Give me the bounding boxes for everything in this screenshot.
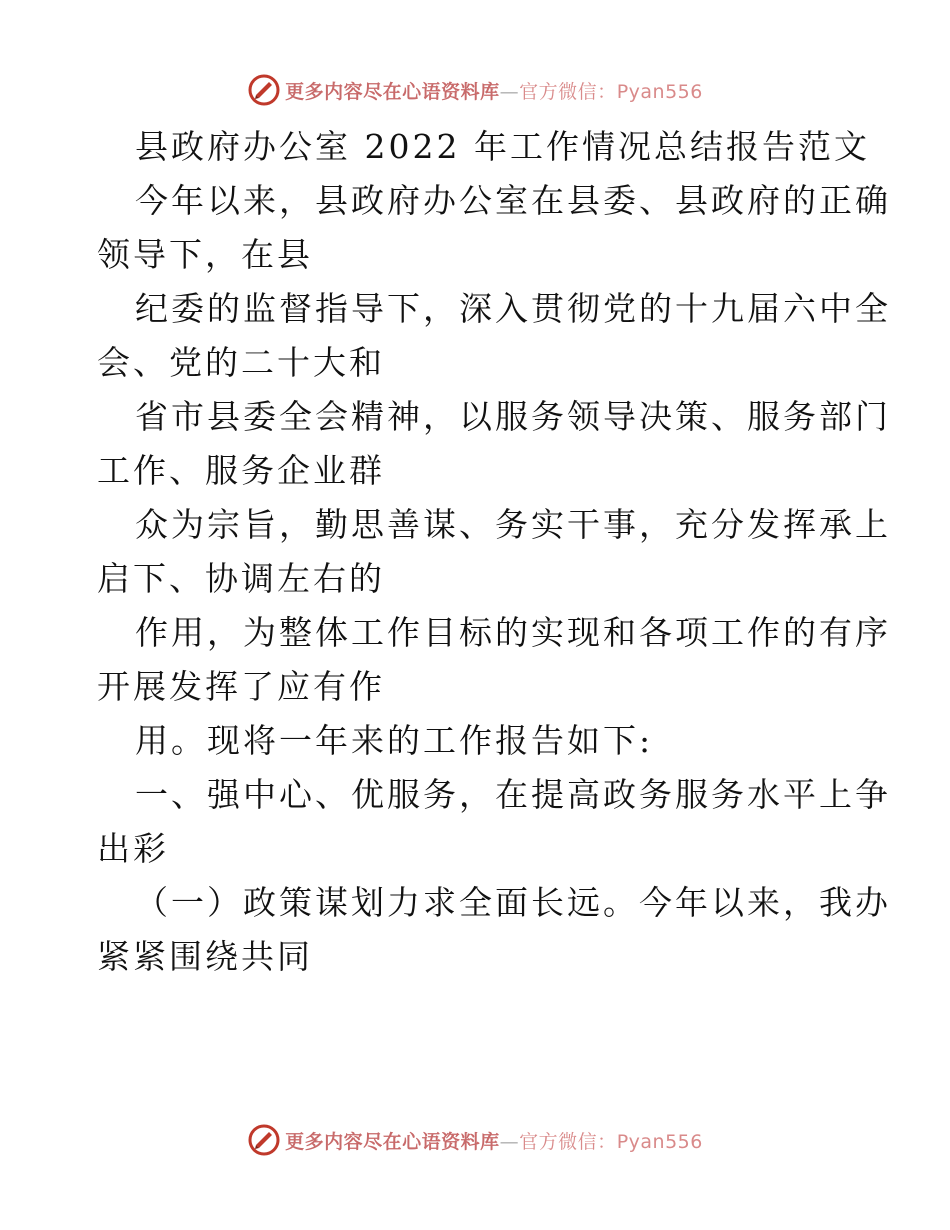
footer-wechat-id: Pyan556 — [616, 1130, 703, 1153]
footer-watermark-text — [285, 1127, 703, 1154]
document-body — [97, 120, 891, 984]
header-wechat-label: 官方微信： — [519, 80, 617, 103]
document-line: 众为宗旨，勤思善谋、务实干事，充分发挥承上 — [135, 505, 891, 544]
document-line: 紧紧围绕共同 — [97, 937, 313, 976]
document-line: 作用，为整体工作目标的实现和各项工作的有序 — [135, 613, 891, 652]
footer-dash: — — [499, 1130, 520, 1153]
document-line: 出彩 — [97, 829, 169, 868]
header-dash: — — [499, 80, 520, 103]
document-line: 用。现将一年来的工作报告如下: — [135, 721, 654, 760]
header-brand-text: 更多内容尽在心语资料库 — [285, 80, 500, 103]
document-line: 省市县委全会精神，以服务领导决策、服务部门 — [135, 397, 891, 436]
document-paragraphs — [97, 174, 891, 984]
document-title: 县政府办公室 2022 年工作情况总结报告范文 — [135, 127, 870, 166]
footer-wechat-label: 官方微信： — [519, 1130, 617, 1153]
document-line: 工作、服务企业群 — [97, 451, 385, 490]
brand-logo-icon — [247, 1123, 281, 1157]
footer-brand-text: 更多内容尽在心语资料库 — [285, 1130, 500, 1153]
document-line: 今年以来，县政府办公室在县委、县政府的正确 — [135, 181, 891, 220]
document-line: （一）政策谋划力求全面长远。今年以来，我办 — [135, 883, 891, 922]
brand-logo-icon — [247, 73, 281, 107]
document-line: 一、强中心、优服务，在提高政务服务水平上争 — [135, 775, 891, 814]
footer-watermark-banner — [0, 1120, 950, 1160]
document-line: 领导下，在县 — [97, 235, 313, 274]
header-watermark-text — [285, 77, 703, 104]
header-watermark-banner — [0, 70, 950, 110]
document-line: 开展发挥了应有作 — [97, 667, 385, 706]
document-line: 会、党的二十大和 — [97, 343, 385, 382]
header-wechat-id: Pyan556 — [616, 80, 703, 103]
document-line: 启下、协调左右的 — [97, 559, 385, 598]
document-line: 纪委的监督指导下，深入贯彻党的十九届六中全 — [135, 289, 891, 328]
